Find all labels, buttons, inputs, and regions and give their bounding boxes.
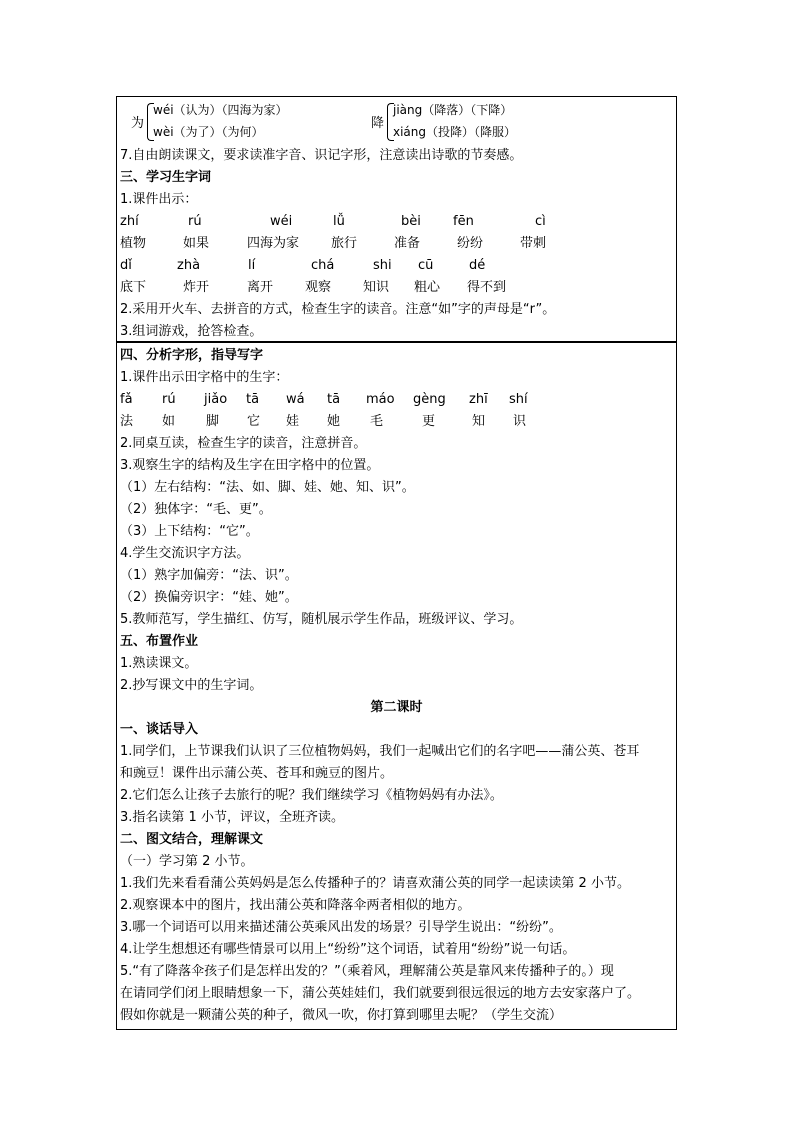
char-cell: 知 — [472, 414, 486, 429]
pinyin-cell: bèi — [401, 214, 421, 229]
pinyin-cell: chá — [311, 258, 335, 273]
pinyin-cell: shi — [373, 258, 392, 273]
homework-1: 1.熟读课文。 — [120, 656, 198, 671]
step-2-train: 2.采用开火车、去拼音的方式，检查生字的读音。注意“如”字的声母是“r”。 — [120, 302, 556, 317]
char-cell: 更 — [422, 414, 436, 429]
poly-jiang-reading-1: jiàng（降落）（下降） — [393, 103, 513, 117]
char-cell: 识 — [513, 414, 527, 429]
polyphonic-wei — [129, 99, 349, 143]
structure-left-right: （1）左右结构：“法、如、脚、娃、她、知、识”。 — [120, 480, 415, 495]
step-4-methods: 4.学生交流识字方法。 — [120, 546, 250, 561]
poly-wei-reading-1: wéi（认为）（四海为家） — [153, 103, 288, 117]
pinyin-cell: gèng — [413, 392, 446, 407]
courseware-label: 1.课件出示： — [120, 192, 198, 207]
word-cell: 准备 — [394, 236, 421, 251]
section-heading-4: 四、分析字形，指导写字 — [120, 348, 264, 363]
polyphonic-jiang — [369, 99, 589, 143]
pinyin-cell: dé — [469, 258, 486, 273]
intro-3: 3.指名读第 1 小节，评议，全班齐读。 — [120, 810, 344, 825]
word-cell: 如果 — [183, 236, 210, 251]
lesson-table-block-2 — [116, 342, 677, 1030]
word-cell: 炸开 — [183, 280, 210, 295]
pinyin-cell: zhī — [469, 392, 488, 407]
pinyin-cell: cū — [418, 258, 434, 273]
intro-1-cont: 和豌豆！课件出示蒲公英、苍耳和豌豆的图片。 — [120, 766, 394, 781]
char-cell: 她 — [327, 414, 341, 429]
word-cell: 得不到 — [467, 280, 507, 295]
section-heading-3: 三、学习生字词 — [120, 170, 212, 185]
pinyin-cell: wéi — [270, 214, 293, 229]
poly-char-wei: 为 — [131, 116, 145, 131]
subsection-1: （一）学习第 2 小节。 — [120, 854, 254, 869]
pinyin-cell: máo — [366, 392, 395, 407]
pinyin-cell: lí — [248, 258, 256, 273]
char-cell: 毛 — [370, 414, 384, 429]
pinyin-cell: dǐ — [120, 258, 132, 273]
char-cell: 如 — [162, 414, 176, 429]
lesson-2-title: 第二课时 — [370, 700, 423, 715]
study-5-cont-2: 假如你就是一颗蒲公英的种子，微风一吹，你打算到哪里去呢？（学生交流） — [120, 1008, 563, 1023]
poly-wei-reading-2: wèi（为了）（为何） — [153, 125, 264, 139]
section-heading-intro: 一、谈话导入 — [120, 722, 199, 737]
study-5: 5.“有了降落伞孩子们是怎样出发的？”（乘着风，理解蒲公英是靠风来传播种子的。）现 — [120, 964, 614, 979]
pinyin-cell: tā — [327, 392, 341, 407]
pinyin-cell: cì — [535, 214, 546, 229]
structure-top-bottom: （3）上下结构：“它”。 — [120, 524, 259, 539]
poly-char-jiang: 降 — [371, 116, 385, 131]
word-cell: 离开 — [247, 280, 274, 295]
homework-2: 2.抄写课文中的生字词。 — [120, 678, 263, 693]
intro-2: 2.它们怎么让孩子去旅行的呢？我们继续学习《植物妈妈有办法》。 — [120, 788, 503, 803]
step-2-pair-read: 2.同桌互读，检查生字的读音，注意拼音。 — [120, 436, 367, 451]
step-5-demo: 5.教师范写，学生描红、仿写，随机展示学生作品，班级评议、学习。 — [120, 612, 523, 627]
study-5-cont-1: 在请同学们闭上眼睛想象一下，蒲公英娃娃们，我们就要到很远很远的地方去安家落户了。 — [120, 986, 641, 1001]
method-add-radical: （1）熟字加偏旁：“法、识”。 — [120, 568, 298, 583]
study-1: 1.我们先来看看蒲公英妈妈是怎么传播种子的？请喜欢蒲公英的同学一起读读第 2 小节。 — [120, 876, 630, 891]
word-cell: 四海为家 — [247, 236, 300, 251]
pinyin-cell: zhà — [177, 258, 201, 273]
pinyin-cell: rú — [188, 214, 202, 229]
char-cell: 它 — [247, 414, 261, 429]
study-3: 3.哪一个词语可以用来描述蒲公英乘风出发的场景？引导学生说出：“纷纷”。 — [120, 920, 562, 935]
pinyin-cell: shí — [509, 392, 528, 407]
section-heading-image-text: 二、图文结合，理解课文 — [120, 832, 264, 847]
pinyin-cell: tā — [246, 392, 260, 407]
word-cell: 知识 — [363, 280, 390, 295]
word-cell: 观察 — [305, 280, 332, 295]
word-cell: 底下 — [120, 280, 147, 295]
step-3-observe: 3.观察生字的结构及生字在田字格中的位置。 — [120, 458, 380, 473]
word-cell: 旅行 — [331, 236, 358, 251]
poly-jiang-reading-2: xiáng（投降）（降服） — [393, 125, 517, 139]
section-heading-5: 五、布置作业 — [120, 634, 199, 649]
pinyin-cell: fēn — [453, 214, 474, 229]
pinyin-cell: rú — [162, 392, 176, 407]
structure-single: （2）独体字：“毛、更”。 — [120, 502, 272, 517]
step-1-courseware: 1.课件出示田字格中的生字： — [120, 370, 289, 385]
word-cell: 带刺 — [520, 236, 547, 251]
step-3-game: 3.组词游戏，抢答检查。 — [120, 324, 263, 339]
pinyin-cell: jiǎo — [204, 392, 228, 407]
word-cell: 粗心 — [414, 280, 441, 295]
pinyin-cell: fǎ — [120, 392, 133, 407]
lesson-table-block-1 — [116, 96, 677, 342]
study-2: 2.观察课本中的图片，找出蒲公英和降落伞两者相似的地方。 — [120, 898, 471, 913]
pinyin-cell: wá — [286, 392, 305, 407]
study-4: 4.让学生想想还有哪些情景可以用上“纷纷”这个词语，试着用“纷纷”说一句话。 — [120, 942, 576, 957]
step-7: 7.自由朗读课文，要求读准字音、识记字形，注意读出诗歌的节奏感。 — [120, 148, 523, 163]
char-cell: 脚 — [206, 414, 220, 429]
method-change-radical: （2）换偏旁识字：“娃、她”。 — [120, 590, 298, 605]
pinyin-cell: lǚ — [333, 214, 345, 229]
intro-1: 1.同学们，上节课我们认识了三位植物妈妈，我们一起喊出它们的名字吧——蒲公英、苍耳 — [120, 744, 640, 759]
word-cell: 纷纷 — [457, 236, 484, 251]
char-cell: 法 — [120, 414, 134, 429]
char-cell: 娃 — [286, 414, 300, 429]
pinyin-cell: zhí — [120, 214, 139, 229]
word-cell: 植物 — [120, 236, 147, 251]
